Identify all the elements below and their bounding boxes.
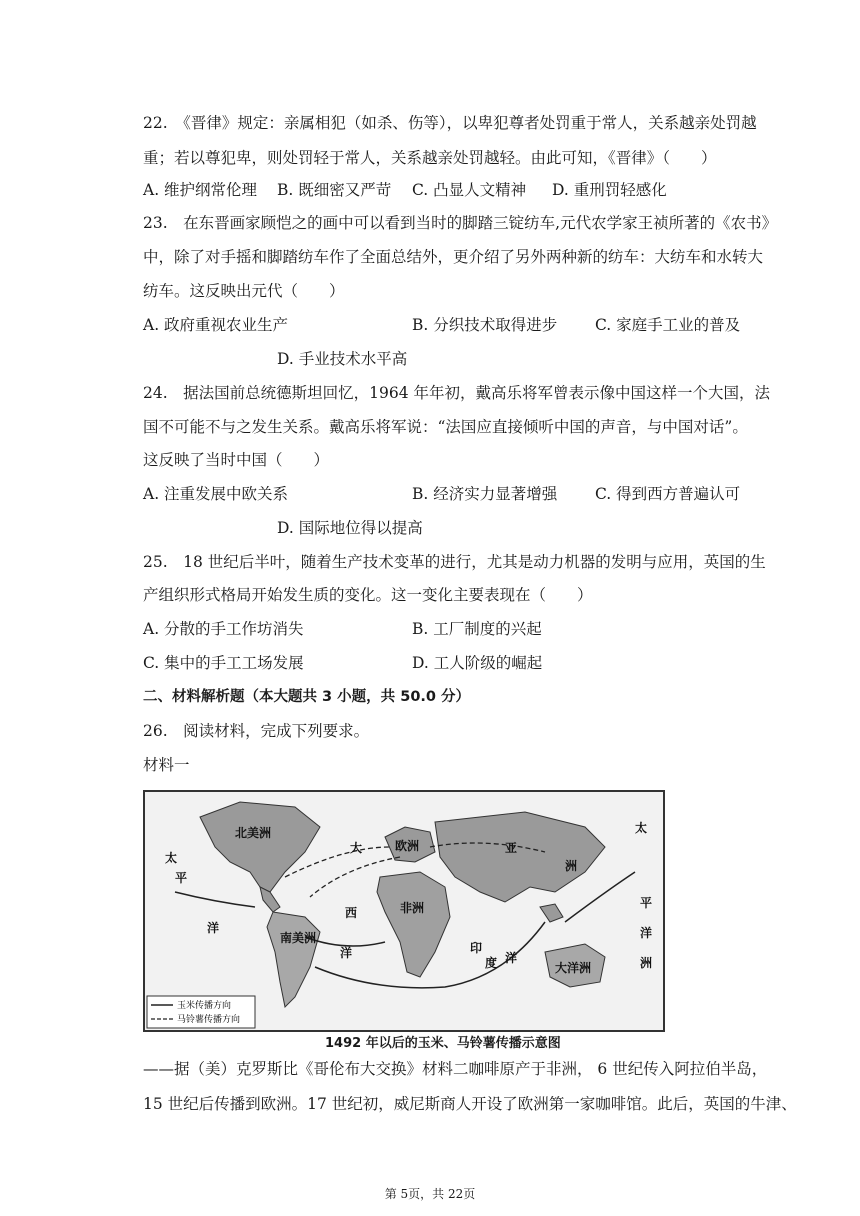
q24-stem-line3: 这反映了当时中国（ ） [143,451,330,469]
q24-stem-line1: 24. 据法国前总统德斯坦回忆，1964 年年初，戴高乐将军曾表示像中国这样一个大国，法 [143,384,771,402]
map-label-atlantic-2: 西 [345,906,358,920]
material-two-line: 15 世纪后传播到欧洲。17 世纪初，威尼斯商人开设了欧洲第一家咖啡馆。此后，英国的牛津、 [143,1095,797,1113]
map-label-asia-1: 亚 [505,841,518,855]
map-label-pacific-1: 太 [165,851,178,865]
q22-option-a: A. 维护纲常伦理 [143,181,258,199]
q24-option-a: A. 注重发展中欧关系 [143,485,289,503]
map-label-pacific-3: 洋 [207,921,220,935]
q23-option-d: D. 手业技术水平高 [277,350,408,368]
page-number: 第 5页，共 22页 [384,1187,476,1201]
q23-stem-line3: 纺车。这反映出元代（ ） [143,282,345,300]
section-heading: 二、材料解析题（本大题共 3 小题，共 50.0 分） [143,689,471,705]
q24-stem-line2: 国不可能不与之发生关系。戴高乐将军说：“法国应直接倾听中国的声音，与中国对话”。 [143,418,748,436]
map-label-atlantic-1: 大 [350,841,363,855]
map-label-indian-1: 印 [470,941,483,955]
map-label-pacific-east-2: 平 [640,896,653,910]
q25-option-d: D. 工人阶级的崛起 [412,654,543,672]
q22-option-d: D. 重刑罚轻感化 [552,181,667,199]
q22-stem-line1: 22. 《晋律》规定：亲属相犯（如杀、伤等），以卑犯尊者处罚重于常人，关系越亲处罚越 [143,114,757,132]
map-label-north-america: 北美洲 [235,826,272,840]
legend-corn: 玉米传播方向 [177,1001,232,1011]
q24-option-c: C. 得到西方普遍认可 [595,485,741,503]
world-map-illustration [145,792,663,1030]
q26-stem: 26. 阅读材料，完成下列要求。 [143,722,370,740]
map-label-africa: 非洲 [400,901,425,915]
q22-stem-line2: 重；若以尊犯卑，则处罚轻于常人，关系越亲处罚越轻。由此可知，《晋律》（ ） [143,149,717,167]
q23-option-a: A. 政府重视农业生产 [143,316,289,334]
map-label-atlantic-3: 洋 [340,946,353,960]
q23-stem-line1: 23. 在东晋画家顾恺之的画中可以看到当时的脚踏三锭纺车,元代农学家王祯所著的《农书》 [143,214,778,232]
map-caption: 1492 年以后的玉米、马铃薯传播示意图 [325,1036,561,1051]
q25-option-b: B. 工厂制度的兴起 [412,620,542,638]
map-label-south-america: 南美洲 [280,931,317,945]
map-label-oceania: 大洋洲 [555,961,592,975]
q25-stem-line1: 25. 18 世纪后半叶，随着生产技术变革的进行，尤其是动力机器的发明与应用，英国的生 [143,553,766,571]
map-label-pacific-2: 平 [175,871,188,885]
source-line: ——据（美）克罗斯比《哥伦布大交换》材料二咖啡原产于非洲， 6 世纪传入阿拉伯半岛， [143,1060,768,1078]
map-label-pacific-east-3: 洋 [640,926,653,940]
map-label-europe: 欧洲 [395,839,420,853]
map-label-pacific-east-4: 洲 [640,956,653,970]
crop-spread-map [143,790,665,1032]
q25-stem-line2: 产组织形式格局开始发生质的变化。这一变化主要表现在（ ） [143,586,593,604]
map-label-pacific-east-1: 太 [635,821,648,835]
map-label-asia-2: 洲 [565,859,578,873]
map-label-indian-2: 度 [485,956,498,970]
q23-option-c: C. 家庭手工业的普及 [595,316,741,334]
q24-option-b: B. 经济实力显著增强 [412,485,558,503]
q23-stem-line2: 中，除了对手摇和脚踏纺车作了全面总结外，更介绍了另外两种新的纺车：大纺车和水转大 [143,248,764,266]
q23-option-b: B. 分织技术取得进步 [412,316,558,334]
q25-option-a: A. 分散的手工作坊消失 [143,620,304,638]
legend-potato: 马铃薯传播方向 [177,1015,241,1025]
q25-option-c: C. 集中的手工工场发展 [143,654,304,672]
material-one-label: 材料一 [143,756,190,774]
q22-option-c: C. 凸显人文精神 [412,181,527,199]
map-label-indian-3: 洋 [505,951,518,965]
q24-option-d: D. 国际地位得以提高 [277,519,423,537]
q22-option-b: B. 既细密又严苛 [277,181,392,199]
